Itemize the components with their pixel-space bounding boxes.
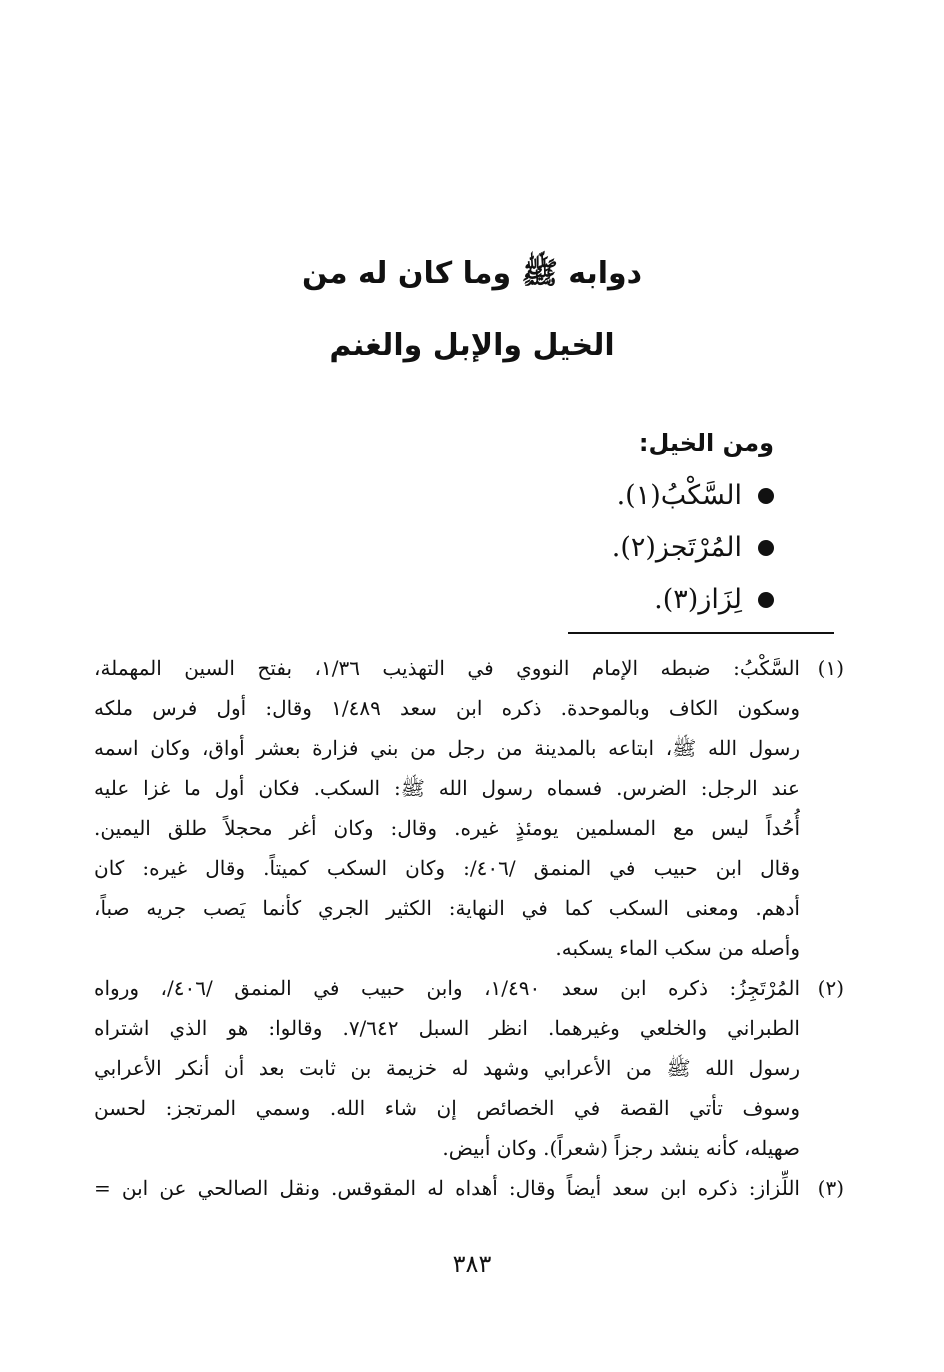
page-number: ٣٨٣ <box>452 1250 492 1278</box>
footnote-line: وقال ابن حبيب في المنمق /٤٠٦/: وكان السكب كميتاً. وقال غيره: كان <box>94 856 800 880</box>
footnote-text <box>94 648 800 968</box>
section-heading: ومن الخيل: <box>638 429 774 457</box>
footnote-2 <box>94 968 844 1168</box>
footnote-number: (١) <box>817 656 844 680</box>
footnote-line: اللِّزاز: ذكره ابن سعد أيضاً وقال: أهداه له المقوقس. ونقل الصالحي عن ابن = <box>94 1176 800 1200</box>
footnote-divider <box>568 632 834 634</box>
chapter-title <box>0 238 944 382</box>
horses-section <box>274 420 774 626</box>
footnote-line: أدهم. ومعنى السكب كما في النهاية: الكثير الجري كأنما يَصب جريه صباً، <box>94 896 800 920</box>
list-item <box>274 522 774 574</box>
horse-list <box>274 470 774 626</box>
footnote-line: رسول الله ﷺ، ابتاعه بالمدينة من رجل من بني فزارة بعشر أواق، وكان اسمه <box>94 736 800 760</box>
bullet-icon <box>758 592 774 608</box>
footnote-line: وسكون الكاف وبالموحدة. ذكره ابن سعد ١/٤٨٩ وقال: أول فرس ملكه <box>94 696 800 720</box>
chapter-title-line-1: دوابه ﷺ وما كان له من <box>301 256 643 291</box>
footnote-text <box>94 1168 800 1208</box>
footnote-line: الطبراني والخلعي وغيرهما. انظر السبل ٧/٦٤٢. وقالوا: هو الذي اشتراه <box>94 1016 800 1040</box>
footnote-number: (٣) <box>817 1176 844 1200</box>
footnote-1 <box>94 648 844 968</box>
footnote-line: وأصله من سكب الماء يسكبه. <box>555 936 800 960</box>
footnote-line: المُرْتَجِزُ: ذكره ابن سعد ١/٤٩٠، وابن حبيب في المنمق /٤٠٦/، ورواه <box>94 976 800 1000</box>
footnote-number: (٢) <box>817 976 844 1000</box>
list-item <box>274 470 774 522</box>
horse-name: السَّكْبُ(١). <box>616 480 742 511</box>
footnote-line: عند الرجل: الضرس. فسماه رسول الله ﷺ: السكب. فكان أول ما غزا عليه <box>94 776 800 800</box>
footnote-line: رسول الله ﷺ من الأعرابي وشهد له خزيمة بن ثابت بعد أن أنكر الأعرابي <box>94 1056 800 1080</box>
footnote-line: أُحُداً ليس مع المسلمين يومئذٍ غيره. وقال: وكان أغر محجلاً طلق اليمين. <box>94 816 800 840</box>
list-item <box>274 574 774 626</box>
footnote-3 <box>94 1168 844 1208</box>
footnote-line: وسوف تأتي القصة في الخصائص إن شاء الله. وسمي المرتجز: لحسن <box>94 1096 800 1120</box>
horse-name: المُرْتَجز(٢). <box>611 532 742 563</box>
footnote-line: صهيله، كأنه ينشد رجزاً (شعراً). وكان أبيض. <box>442 1136 800 1160</box>
footnotes <box>94 648 844 1208</box>
footnote-line: السَّكْبُ: ضبطه الإمام النووي في التهذيب ١/٣٦، بفتح السين المهملة، <box>94 656 800 680</box>
horse-name: لِزَاز(٣). <box>654 584 742 615</box>
footnote-text <box>94 968 800 1168</box>
bullet-icon <box>758 488 774 504</box>
chapter-title-line-2: الخيل والإبل والغنم <box>329 328 615 363</box>
bullet-icon <box>758 540 774 556</box>
